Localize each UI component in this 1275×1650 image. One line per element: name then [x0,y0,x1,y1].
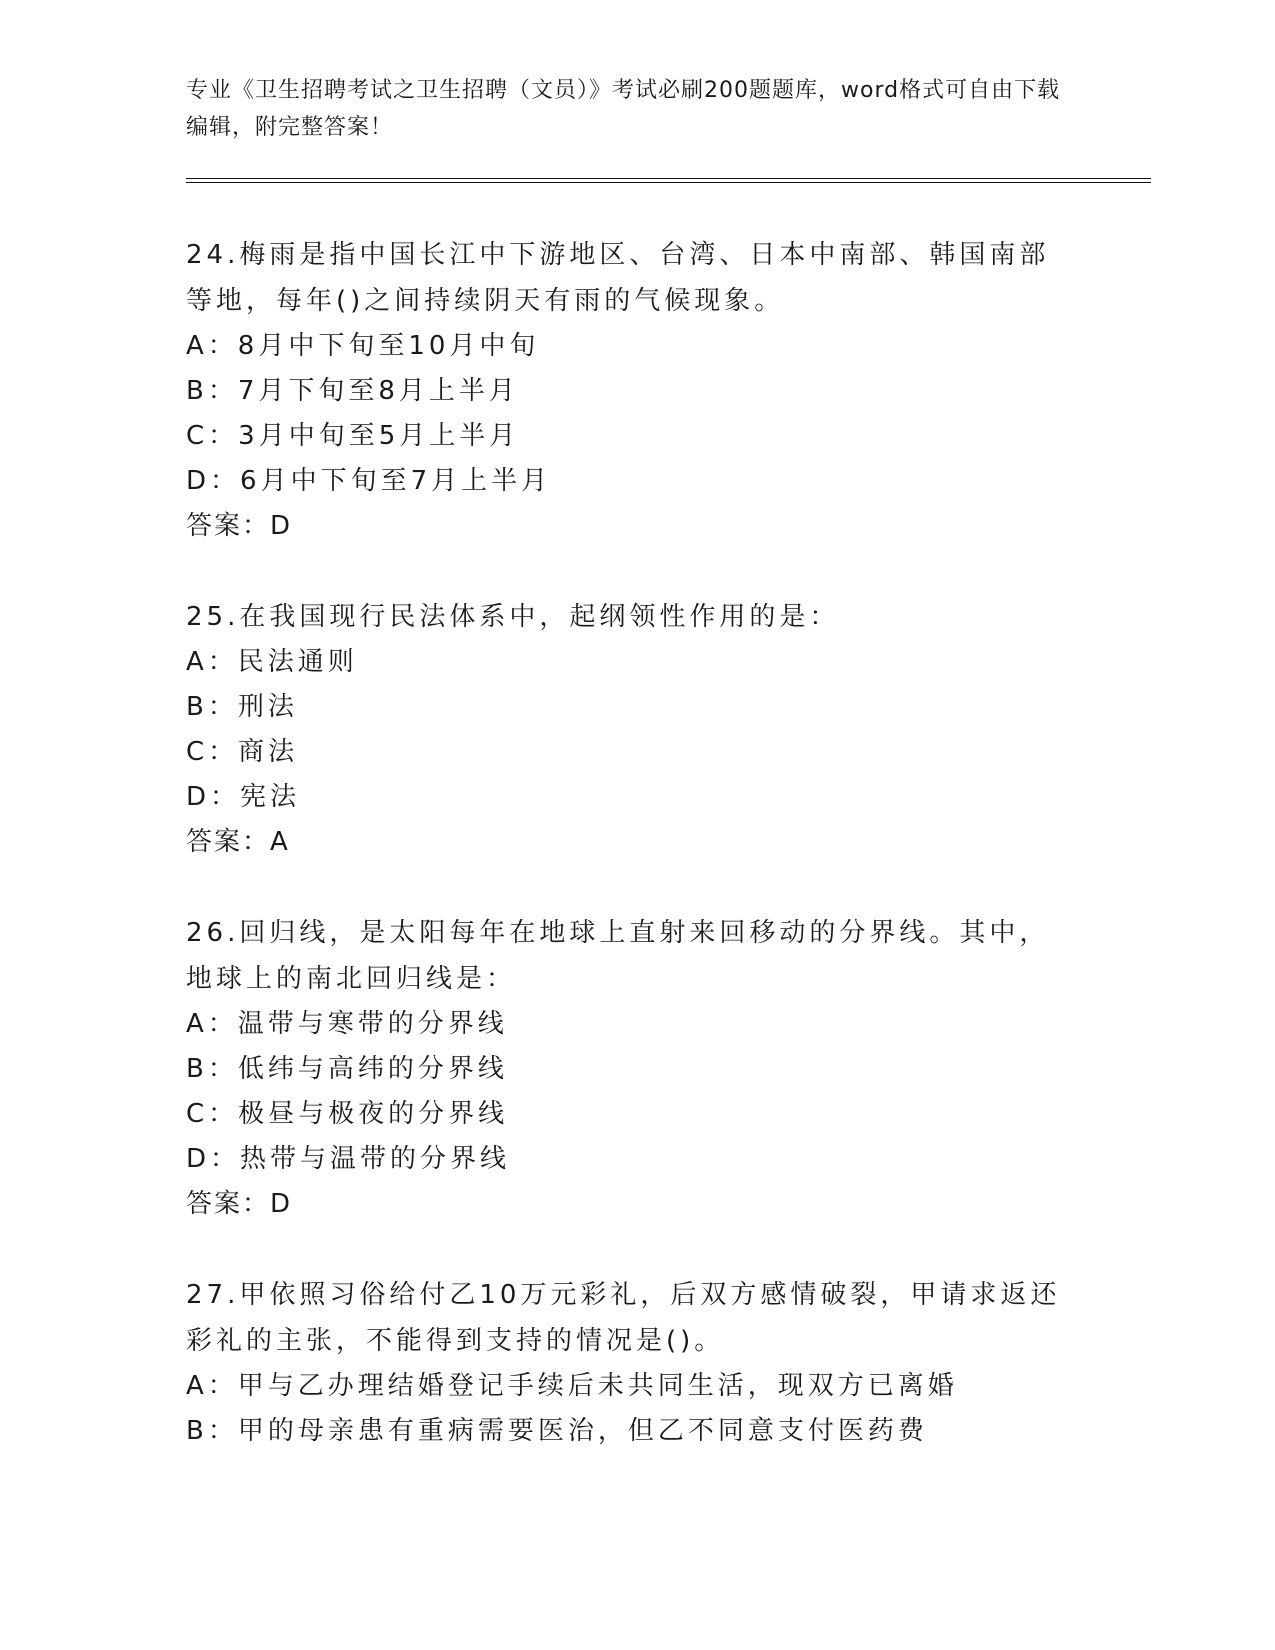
question-stem: 25.在我国现行民法体系中，起纲领性作用的是： [186,602,840,632]
question-stem: 26.回归线，是太阳每年在地球上直射来回移动的分界线。其中，地球上的南北回归线是： [186,918,1050,994]
option-a: A：8月中下旬至10月中旬 [186,331,540,361]
option-a: A：甲与乙办理结婚登记手续后未共同生活，现双方已离婚 [186,1371,958,1401]
header-divider [186,178,1151,183]
option-c: C：3月中旬至5月上半月 [186,421,520,451]
option-b: B：7月下旬至8月上半月 [186,376,519,406]
option-a: A：民法通则 [186,647,358,677]
option-d: D：宪法 [186,782,301,812]
option-a: A：温带与寒带的分界线 [186,1009,508,1039]
option-d: D：热带与温带的分界线 [186,1144,511,1174]
answer-line: 答案：A [186,827,290,857]
option-c: C：极昼与极夜的分界线 [186,1099,509,1129]
question-list [186,232,1076,1499]
question-26 [186,910,1076,1227]
option-b: B：甲的母亲患有重病需要医治，但乙不同意支付医药费 [186,1416,928,1446]
document-header: 专业《卫生招聘考试之卫生招聘（文员）》考试必刷200题题库，word格式可自由下载编辑，附完整答案！ [186,78,1061,140]
option-c: C：商法 [186,737,299,767]
question-stem: 24.梅雨是指中国长江中下游地区、台湾、日本中南部、韩国南部等地，每年()之间持续阴天有雨的气候现象。 [186,240,1050,316]
option-b: B：刑法 [186,692,298,722]
question-27 [186,1272,1076,1454]
question-stem: 27.甲依照习俗给付乙10万元彩礼，后双方感情破裂，甲请求返还彩礼的主张，不能得到支持的情况是()。 [186,1280,1061,1356]
question-25 [186,594,1076,865]
answer-line: 答案：D [186,1189,293,1219]
answer-line: 答案：D [186,511,293,541]
question-24 [186,232,1076,549]
option-b: B：低纬与高纬的分界线 [186,1054,508,1084]
option-d: D：6月中下旬至7月上半月 [186,466,552,496]
